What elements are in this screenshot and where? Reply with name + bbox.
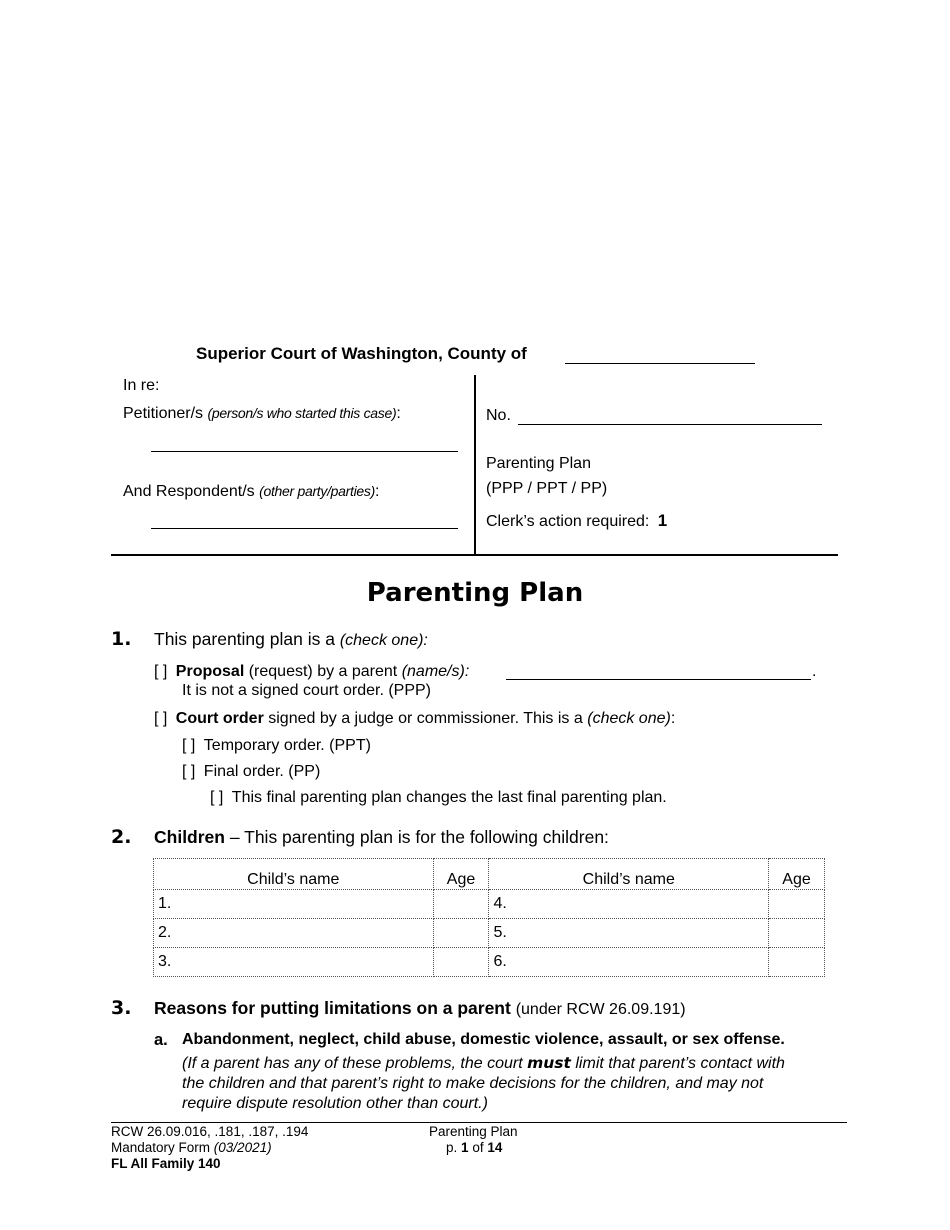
county-field[interactable] <box>565 363 755 364</box>
table-row <box>154 948 825 977</box>
section-3a-line1 <box>182 1054 785 1073</box>
child-age-header: Age <box>769 859 825 890</box>
child-age-cell[interactable] <box>433 890 489 919</box>
court-order-bold: Court order <box>175 710 264 727</box>
case-number-field[interactable] <box>518 424 822 425</box>
child-name-header: Child’s name <box>489 859 769 890</box>
child-name-header: Child’s name <box>154 859 434 890</box>
section-3-bold: Reasons for putting limitations on a parent <box>154 998 511 1018</box>
caption-doc-name: Parenting Plan <box>486 455 591 472</box>
temporary-order-checkbox[interactable]: [ ] <box>182 737 196 754</box>
footer-mandatory-date: (03/2021) <box>213 1140 272 1155</box>
child-name-cell[interactable]: 1. <box>154 890 434 919</box>
footer-mandatory-text: Mandatory Form <box>111 1140 211 1155</box>
section-1-text: This parenting plan is a <box>154 629 335 649</box>
section-3a-must: must <box>527 1054 571 1072</box>
court-order-checkbox[interactable]: [ ] <box>154 710 168 727</box>
child-age-cell[interactable] <box>769 890 825 919</box>
proposal-parent-name-field[interactable] <box>506 679 811 680</box>
footer-mandatory <box>111 1140 272 1155</box>
child-age-cell[interactable] <box>433 919 489 948</box>
footer-form-id: FL All Family 140 <box>111 1156 221 1171</box>
footer-page-total: 14 <box>487 1140 503 1155</box>
child-age-header: Age <box>433 859 489 890</box>
court-heading-text: Superior Court of Washington, County of <box>196 344 527 363</box>
children-table <box>153 858 825 977</box>
case-number-label: No. <box>486 407 511 424</box>
section-1-hint: (check one): <box>339 632 428 649</box>
document-title: Parenting Plan <box>366 578 584 608</box>
petitioner-label: Petitioner/s (person/s who started this case): <box>123 405 401 422</box>
clerk-action-label: Clerk’s action required: <box>486 513 650 530</box>
child-age-cell[interactable] <box>433 948 489 977</box>
petitioner-hint: (person/s who started this case) <box>207 405 397 421</box>
court-order-option[interactable]: [ ] Court order signed by a judge or commissioner. This is a (check one): <box>154 710 676 727</box>
respondent-label-text: And Respondent/s <box>123 483 255 500</box>
temporary-order-option[interactable] <box>182 737 371 755</box>
section-3-heading <box>154 998 686 1019</box>
final-order-checkbox[interactable]: [ ] <box>182 763 196 780</box>
court-order-text: signed by a judge or commissioner. This is a <box>268 710 583 727</box>
proposal-text: (request) by a parent <box>248 663 398 680</box>
table-row <box>154 890 825 919</box>
footer-divider <box>111 1122 847 1123</box>
caption-divider-horizontal <box>111 554 838 556</box>
proposal-period: . <box>812 663 817 680</box>
final-order-text: Final order. (PP) <box>203 763 321 780</box>
proposal-hint: (name/s): <box>401 663 470 680</box>
respondent-name-field[interactable] <box>151 528 458 529</box>
court-heading <box>196 344 527 364</box>
petitioner-label-text: Petitioner/s <box>123 405 204 422</box>
footer-center-title: Parenting Plan <box>429 1124 518 1139</box>
child-name-cell[interactable]: 5. <box>489 919 769 948</box>
in-re-label: In re: <box>123 377 160 394</box>
clerk-action <box>486 511 667 531</box>
section-3a-line3: require dispute resolution other than court.) <box>182 1095 488 1112</box>
caption-divider-vertical <box>474 375 476 555</box>
section-3a-pre: (If a parent has any of these problems, the court <box>182 1055 523 1072</box>
section-2-bold: Children <box>154 827 225 847</box>
footer-page <box>446 1140 502 1155</box>
child-age-cell[interactable] <box>769 919 825 948</box>
final-order-option[interactable] <box>182 763 320 781</box>
children-table-header <box>154 859 825 890</box>
court-order-hint: (check one) <box>587 710 671 727</box>
section-1-heading <box>154 629 428 650</box>
section-3-number: 3. <box>111 997 132 1019</box>
section-3a-post: limit that parent’s contact with <box>575 1055 785 1072</box>
section-2-text: – This parenting plan is for the following children: <box>229 827 609 847</box>
footer-page-of: of <box>472 1140 484 1155</box>
proposal-bold: Proposal <box>175 663 245 680</box>
section-1-number: 1. <box>111 628 132 650</box>
proposal-option[interactable] <box>154 663 469 681</box>
footer-page-num: 1 <box>461 1140 469 1155</box>
final-change-checkbox[interactable]: [ ] <box>210 789 224 806</box>
section-2-heading <box>154 827 609 848</box>
footer-page-prefix: p. <box>446 1140 458 1155</box>
section-2-number: 2. <box>111 826 132 848</box>
respondent-hint: (other party/parties) <box>259 483 375 499</box>
respondent-label: And Respondent/s (other party/parties): <box>123 483 380 500</box>
final-change-option[interactable] <box>210 789 667 807</box>
child-name-cell[interactable]: 2. <box>154 919 434 948</box>
child-age-cell[interactable] <box>769 948 825 977</box>
section-3a-letter: a. <box>154 1031 168 1049</box>
table-row <box>154 919 825 948</box>
footer-rcw: RCW 26.09.016, .181, .187, .194 <box>111 1124 309 1139</box>
section-3-text: (under RCW 26.09.191) <box>515 1001 686 1018</box>
temporary-order-text: Temporary order. (PPT) <box>203 737 371 754</box>
final-change-text: This final parenting plan changes the last final parenting plan. <box>231 789 667 806</box>
child-name-cell[interactable]: 4. <box>489 890 769 919</box>
section-3a-heading: Abandonment, neglect, child abuse, domestic violence, assault, or sex offense. <box>182 1031 785 1048</box>
caption-doc-codes: (PPP / PPT / PP) <box>486 480 608 497</box>
section-3a-line2: the children and that parent’s right to make decisions for the children, and may not <box>182 1075 764 1092</box>
child-name-cell[interactable]: 6. <box>489 948 769 977</box>
child-name-cell[interactable]: 3. <box>154 948 434 977</box>
clerk-action-value: 1 <box>657 511 668 530</box>
proposal-note: It is not a signed court order. (PPP) <box>182 682 432 699</box>
proposal-checkbox[interactable]: [ ] <box>154 663 168 680</box>
petitioner-name-field[interactable] <box>151 451 458 452</box>
